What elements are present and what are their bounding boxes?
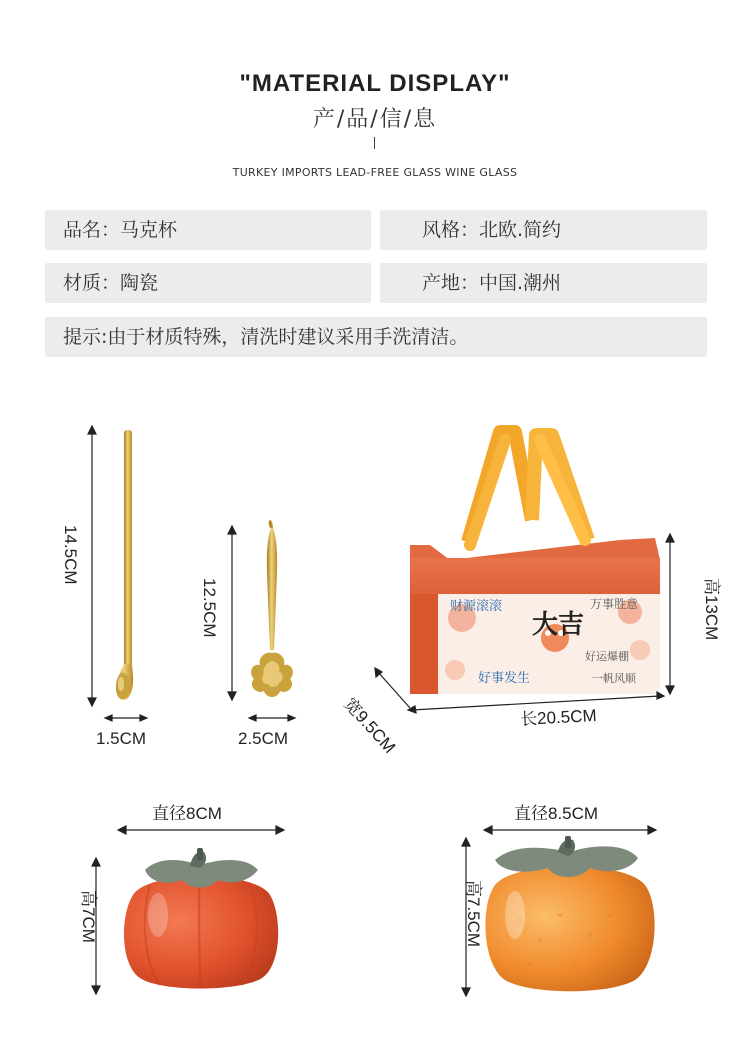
jar1-diameter-label: 直径8CM	[152, 804, 222, 823]
page-subtitle: 产/品/信/息	[312, 107, 438, 132]
box-depth-arrow	[375, 668, 410, 708]
jar1-diameter-arrow	[118, 826, 284, 834]
box-height-arrow	[666, 534, 674, 694]
info-material: 材质：陶瓷	[45, 263, 371, 303]
red-persimmon-jar	[124, 848, 278, 989]
long-spoon	[116, 430, 133, 700]
jar2-diameter-arrow	[484, 826, 656, 834]
info-style: 风格：北欧.简约	[380, 210, 707, 250]
long-spoon-height-label: 14.5CM	[61, 525, 80, 585]
long-spoon-height-arrow	[88, 426, 96, 706]
info-origin: 产地：中国.潮州	[380, 263, 707, 303]
info-name: 品名：马克杯	[45, 210, 371, 250]
orange-persimmon-jar	[485, 836, 654, 991]
box-print-bottom-right: 好运爆棚	[585, 650, 629, 663]
flower-spoon-height-label: 12.5CM	[200, 578, 219, 638]
jar2-diameter-label: 直径8.5CM	[514, 804, 599, 823]
tagline: TURKEY IMPORTS LEAD-FREE GLASS WINE GLASS	[232, 166, 518, 179]
box-height-label: 高13CM	[702, 578, 721, 641]
flower-spoon	[251, 520, 293, 697]
page-title: "MATERIAL DISPLAY"	[239, 70, 511, 97]
box-print-bottom-left: 好事发生	[478, 671, 531, 686]
flower-spoon-width-arrow	[249, 715, 295, 721]
box-print-bottom-small: 一帆风顺	[592, 672, 636, 685]
box-print-right: 万事胜意	[590, 597, 639, 611]
long-spoon-width-arrow	[105, 715, 147, 721]
jar1-height-label: 高7CM	[79, 890, 98, 943]
jar2-height-label: 高7.5CM	[464, 880, 483, 948]
box-print-big: 大吉	[532, 610, 585, 640]
long-spoon-width-label: 1.5CM	[96, 729, 147, 748]
flower-spoon-height-arrow	[228, 526, 236, 700]
flower-spoon-width-label: 2.5CM	[238, 729, 289, 748]
box-length-label: 长20.5CM	[519, 706, 598, 729]
box-print-left: 财源滚滚	[450, 599, 503, 614]
box-depth-label: 宽9.5CM	[340, 694, 400, 757]
info-tip: 提示:由于材质特殊，清洗时建议采用手洗清洁。	[45, 317, 707, 357]
